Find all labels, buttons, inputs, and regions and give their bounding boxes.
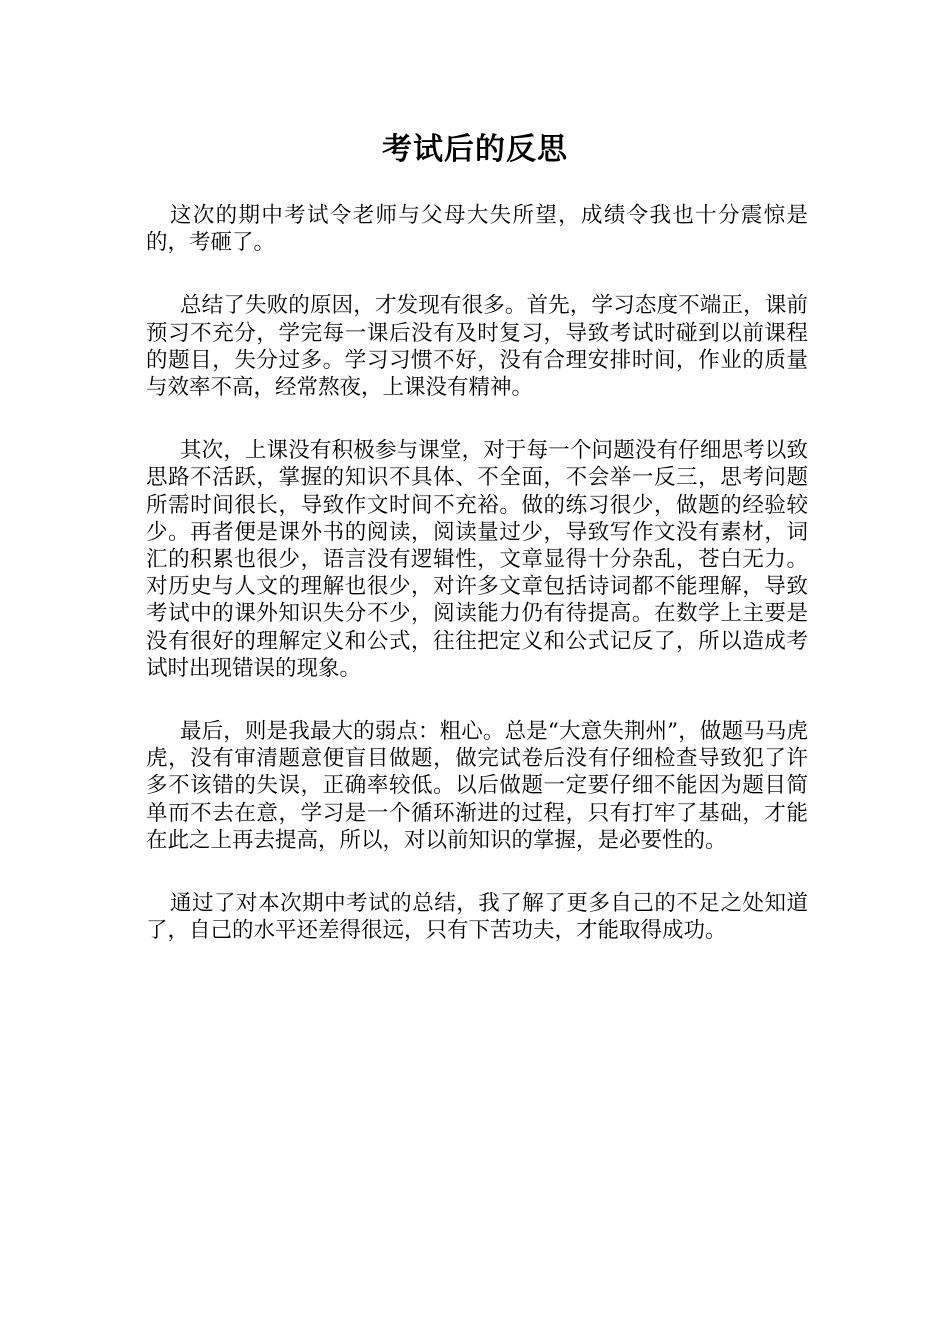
paragraph-last: 最后，则是我最大的弱点：粗心。总是“大意失荆州”，做题马马虎虎，没有审清题意便盲目做题，做完试卷后没有仔细检查导致犯了许多不该错的失误，正确率较低。以后做题一定要仔细不能因为题目简单而不去在意，学习是一个循环渐进的过程，只有打牢了基础，才能在此之上再去提高，所以，对以前知识的掌握，是必要性的。 <box>146 719 808 853</box>
paragraph-causes: 总结了失败的原因，才发现有很多。首先，学习态度不端正，课前预习不充分，学完每一课后没有及时复习，导致考试时碰到以前课程的题目，失分过多。学习习惯不好，没有合理安排时间，作业的质量与效率不高，经常熬夜，上课没有精神。 <box>146 293 808 401</box>
paragraph-second: 其次，上课没有积极参与课堂，对于每一个问题没有仔细思考以致思路不活跃，掌握的知识不具体、不全面，不会举一反三，思考问题所需时间很长，导致作文时间不充裕。做的练习很少，做题的经验较少。再者便是课外书的阅读，阅读量过少，导致写作文没有素材，词汇的积累也很少，语言没有逻辑性，文章显得十分杂乱，苍白无力。对历史与人文的理解也很少，对许多文章包括诗词都不能理解，导致考试中的课外知识失分不少，阅读能力仍有待提高。在数学上主要是没有很好的理解定义和公式，往往把定义和公式记反了，所以造成考试时出现错误的现象。 <box>146 438 808 681</box>
paragraph-intro: 这次的期中考试令老师与父母大失所望，成绩令我也十分震惊是的，考砸了。 <box>146 203 808 256</box>
paragraph-conclusion: 通过了对本次期中考试的总结，我了解了更多自己的不足之处知道了，自己的水平还差得很远，只有下苦功夫，才能取得成功。 <box>146 891 808 944</box>
document-title: 考试后的反思 <box>382 132 568 167</box>
document-body <box>146 202 808 980</box>
